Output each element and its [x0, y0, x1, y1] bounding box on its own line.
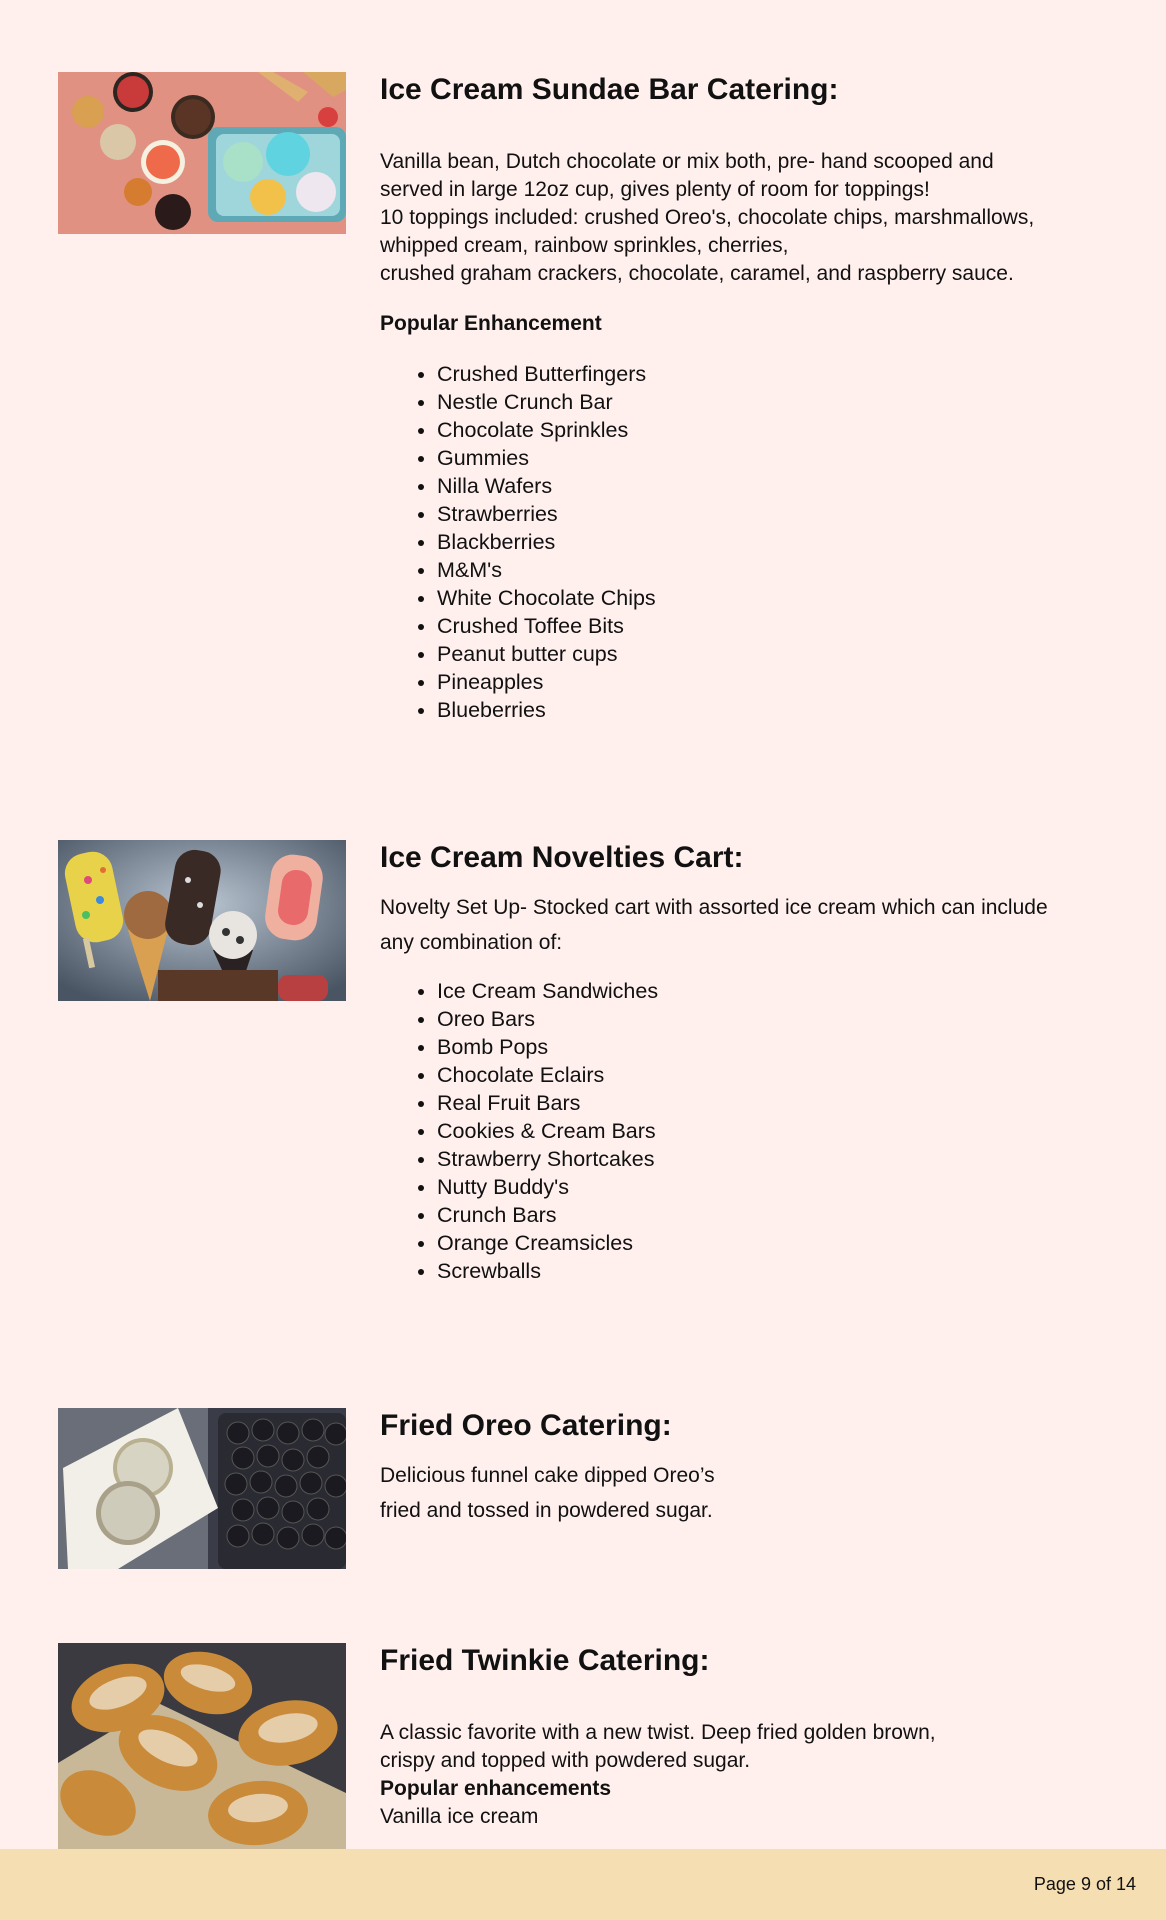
- sundae-bar-title: Ice Cream Sundae Bar Catering:: [380, 73, 839, 106]
- fried-twinkie-title: Fried Twinkie Catering:: [380, 1644, 710, 1677]
- novelties-cart-description-line: Novelty Set Up- Stocked cart with assorted ice cream which can include: [380, 896, 1048, 919]
- list-item: • Ice Cream Sandwiches: [437, 977, 1120, 1005]
- fried-twinkie-enhancement-heading: Popular enhancements: [380, 1777, 612, 1800]
- fried-twinkie-photo: [58, 1643, 346, 1849]
- list-item: • Crushed Butterfingers: [437, 360, 1120, 388]
- sundae-bar-enhancement-list: [380, 360, 1120, 724]
- list-item: • Oreo Bars: [437, 1005, 1120, 1033]
- page-number: Page 9 of 14: [1033, 1874, 1136, 1894]
- novelties-cart-description-line: any combination of:: [380, 931, 563, 954]
- page-footer: [0, 1849, 1166, 1920]
- sundae-bar-enhancement-heading: Popular Enhancement: [380, 312, 602, 335]
- list-item: • M&M's: [437, 556, 1120, 584]
- list-item: • Real Fruit Bars: [437, 1089, 1120, 1117]
- sundae-bar-description-line: whipped cream, rainbow sprinkles, cherries,: [380, 234, 789, 257]
- sundae-bar-photo: [58, 72, 346, 234]
- list-item: • Screwballs: [437, 1257, 1120, 1285]
- fried-oreo-photo: [58, 1408, 346, 1569]
- list-item: • White Chocolate Chips: [437, 584, 1120, 612]
- novelties-cart-photo: [58, 840, 346, 1001]
- list-item: • Chocolate Sprinkles: [437, 416, 1120, 444]
- list-item: • Bomb Pops: [437, 1033, 1120, 1061]
- list-item: • Crunch Bars: [437, 1201, 1120, 1229]
- list-item: • Cookies & Cream Bars: [437, 1117, 1120, 1145]
- fried-oreo-description-line: fried and tossed in powdered sugar.: [380, 1499, 713, 1522]
- list-item: • Strawberry Shortcakes: [437, 1145, 1120, 1173]
- list-item: • Nutty Buddy's: [437, 1173, 1120, 1201]
- sundae-bar-description-line: Vanilla bean, Dutch chocolate or mix both, pre- hand scooped and: [380, 150, 994, 173]
- list-item: • Crushed Toffee Bits: [437, 612, 1120, 640]
- fried-twinkie-description-line: crispy and topped with powdered sugar.: [380, 1749, 751, 1772]
- novelties-cart-title: Ice Cream Novelties Cart:: [380, 841, 744, 874]
- fried-oreo-description-line: Delicious funnel cake dipped Oreo’s: [380, 1464, 715, 1487]
- list-item: • Strawberries: [437, 500, 1120, 528]
- list-item: • Orange Creamsicles: [437, 1229, 1120, 1257]
- list-item: • Peanut butter cups: [437, 640, 1120, 668]
- list-item: • Nestle Crunch Bar: [437, 388, 1120, 416]
- sundae-bar-description-line: 10 toppings included: crushed Oreo's, chocolate chips, marshmallows,: [380, 206, 1035, 229]
- fried-twinkie-enhancement-item: Vanilla ice cream: [380, 1805, 539, 1828]
- sundae-bar-description-line: served in large 12oz cup, gives plenty of room for toppings!: [380, 178, 930, 201]
- fried-twinkie-description-line: A classic favorite with a new twist. Deep fried golden brown,: [380, 1721, 936, 1744]
- sundae-bar-description-line: crushed graham crackers, chocolate, caramel, and raspberry sauce.: [380, 262, 1014, 285]
- list-item: • Blueberries: [437, 696, 1120, 724]
- list-item: • Blackberries: [437, 528, 1120, 556]
- list-item: • Gummies: [437, 444, 1120, 472]
- novelties-cart-list: [380, 977, 1120, 1285]
- list-item: • Chocolate Eclairs: [437, 1061, 1120, 1089]
- list-item: • Pineapples: [437, 668, 1120, 696]
- list-item: • Nilla Wafers: [437, 472, 1120, 500]
- fried-oreo-title: Fried Oreo Catering:: [380, 1409, 672, 1442]
